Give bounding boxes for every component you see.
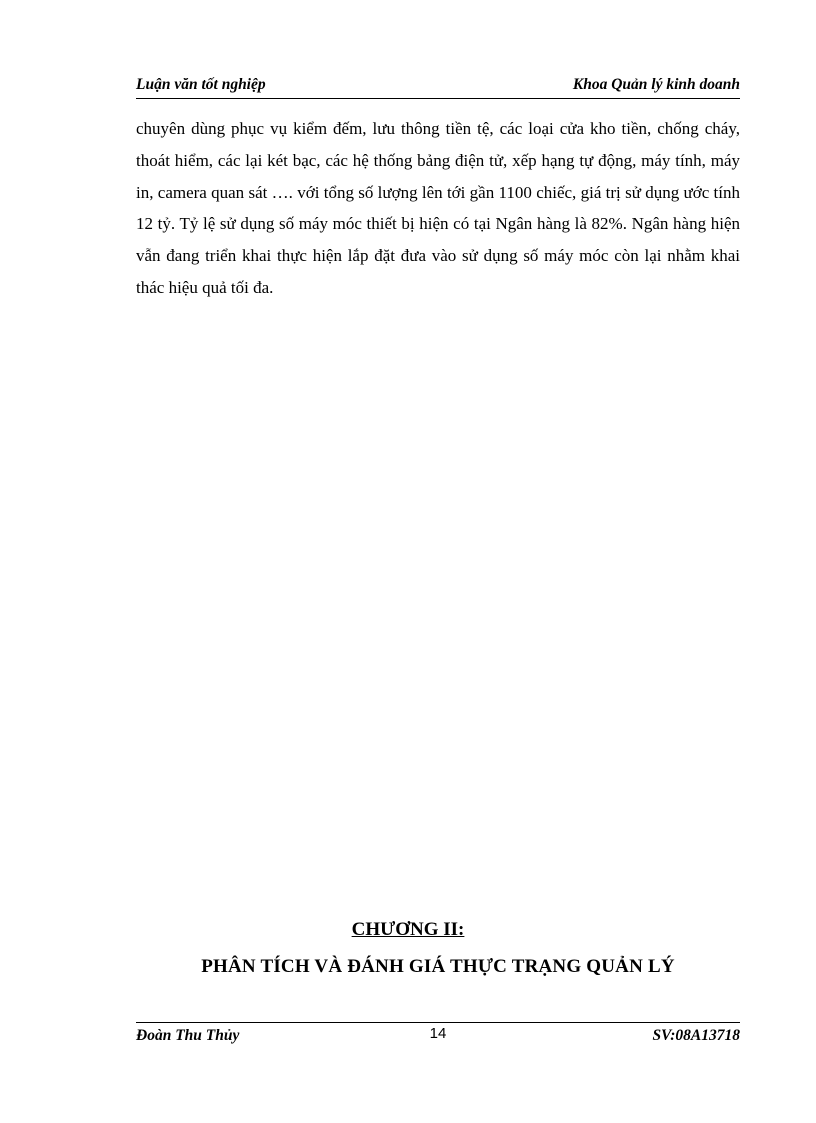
chapter-heading (0, 919, 816, 941)
page-header (136, 76, 740, 99)
chapter-subtitle: PHÂN TÍCH VÀ ĐÁNH GIÁ THỰC TRẠNG QUẢN LÝ (201, 956, 675, 977)
chapter-subheading (0, 956, 816, 978)
footer-student-id: SV:08A13718 (652, 1027, 740, 1044)
header-faculty-label: Khoa Quản lý kinh doanh (572, 76, 740, 93)
page-footer (136, 1022, 740, 1051)
body-paragraph: chuyên dùng phục vụ kiểm đếm, lưu thông tiền tệ, các loại cửa kho tiền, chống cháy, thoát hiểm, các lại két bạc, các hệ thống bảng điện tử, xếp hạng tự động, máy tính, máy in, camera quan sát …. với tổng số lượng lên tới gần 1100 chiếc, giá trị sử dụng ước tính 12 tỷ. Tỷ lệ sử dụng số máy móc thiết bị hiện có tại Ngân hàng là 82%. Ngân hàng hiện vẫn đang triển khai thực hiện lắp đặt đưa vào sử dụng số máy móc còn lại nhằm khai thác hiệu quả tối đa. (136, 119, 740, 297)
header-thesis-label: Luận văn tốt nghiệp (136, 76, 266, 93)
chapter-title: CHƯƠNG II: (351, 919, 465, 940)
page-number: 14 (429, 1025, 447, 1042)
footer-author: Đoàn Thu Thủy (136, 1027, 240, 1044)
